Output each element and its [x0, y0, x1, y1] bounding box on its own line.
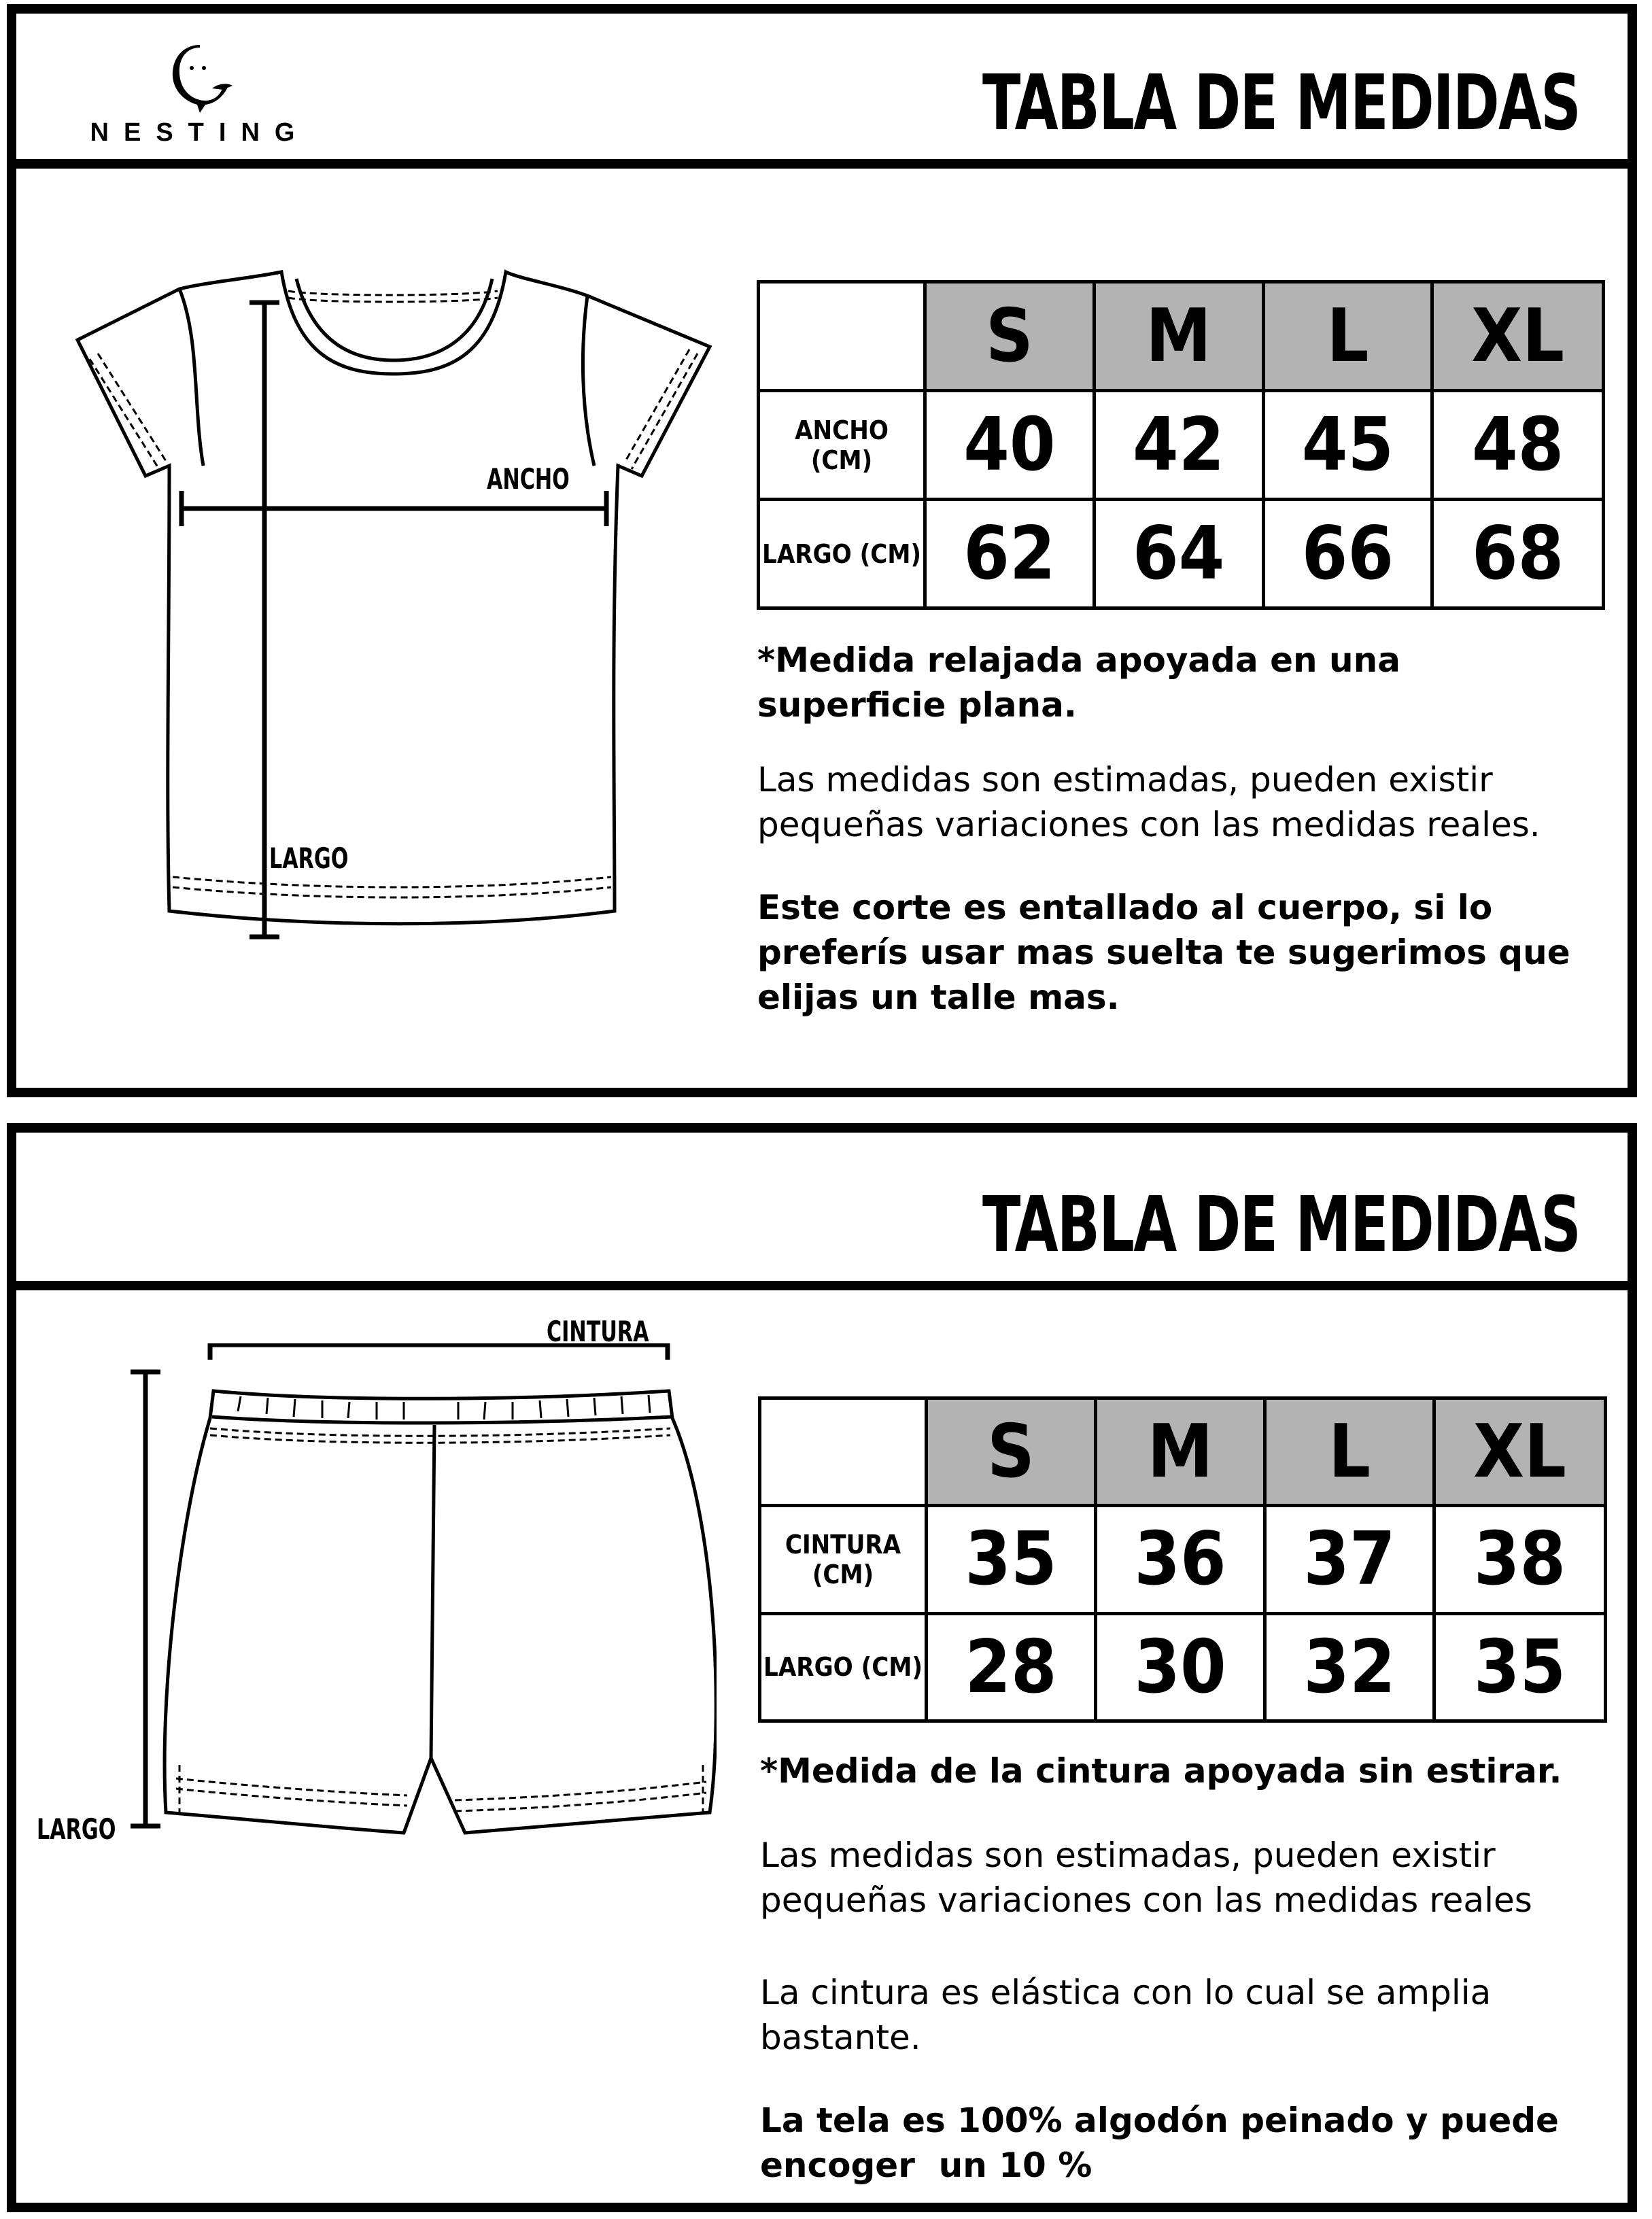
size-header: S [925, 282, 1095, 391]
row-label: LARGO (CM) [760, 1613, 927, 1721]
table-cell: 45 [1263, 391, 1432, 500]
shirt-panel-header [16, 14, 1628, 169]
shorts-size-panel [7, 1123, 1637, 2212]
size-header: S [927, 1398, 1096, 1506]
note-elastic: La cintura es elástica con lo cual se amplia bastante. [760, 1973, 1492, 2057]
note-estimated: Las medidas son estimadas, pueden existir pequeñas variaciones con las medidas reales. [757, 760, 1541, 844]
shirt-size-table [757, 280, 1605, 610]
table-corner [760, 1398, 927, 1506]
table-cell: 68 [1432, 500, 1604, 608]
page-title: TABLA DE MEDIDAS [982, 59, 1580, 148]
note-relaxed: *Medida relajada apoyada en una superficie plana. [757, 640, 1400, 725]
table-cell: 30 [1096, 1613, 1265, 1721]
ancho-label: ANCHO [487, 462, 570, 496]
row-label: CINTURA (CM) [760, 1506, 927, 1613]
table-cell: 35 [927, 1506, 1096, 1613]
tshirt-diagram [44, 258, 757, 1006]
note-waist: *Medida de la cintura apoyada sin estirar. [760, 1751, 1562, 1791]
table-cell: 36 [1096, 1506, 1265, 1613]
size-header: L [1265, 1398, 1434, 1506]
row-label: ANCHO (CM) [759, 391, 925, 500]
table-cell: 38 [1434, 1506, 1606, 1613]
size-header: M [1096, 1398, 1265, 1506]
note-fabric: La tela es 100% algodón peinado y puede encoger un 10 % [760, 2101, 1571, 2185]
table-cell: 62 [925, 500, 1095, 608]
brand-name: NESTING [90, 118, 310, 147]
shirt-size-panel [7, 4, 1637, 1097]
note-estimated: Las medidas son estimadas, pueden existir pequeñas variaciones con las medidas reales [760, 1836, 1532, 1920]
table-cell: 64 [1094, 500, 1263, 608]
table-cell: 66 [1263, 500, 1432, 608]
table-corner [759, 282, 925, 391]
largo-label: LARGO [269, 842, 349, 875]
table-cell: 40 [925, 391, 1095, 500]
size-header: XL [1434, 1398, 1606, 1506]
table-cell: 42 [1094, 391, 1263, 500]
note-fit: Este corte es entallado al cuerpo, si lo preferís usar mas suelta te sugerimos que elijas un talle mas. [757, 888, 1570, 1017]
size-header: M [1094, 282, 1263, 391]
size-header: L [1263, 282, 1432, 391]
table-cell: 37 [1265, 1506, 1434, 1613]
table-cell: 48 [1432, 391, 1604, 500]
table-cell: 32 [1265, 1613, 1434, 1721]
shorts-size-table [758, 1396, 1607, 1723]
brand-logo [64, 41, 336, 150]
row-label: LARGO (CM) [759, 500, 925, 608]
page-title: TABLA DE MEDIDAS [982, 1181, 1580, 1269]
table-cell: 35 [1434, 1613, 1606, 1721]
bird-icon [166, 41, 234, 116]
shorts-diagram [37, 1343, 717, 1860]
largo-label: LARGO [37, 1812, 116, 1846]
size-header: XL [1432, 282, 1604, 391]
shorts-panel-header [16, 1133, 1628, 1290]
cintura-label: CINTURA [547, 1315, 649, 1348]
table-cell: 28 [927, 1613, 1096, 1721]
